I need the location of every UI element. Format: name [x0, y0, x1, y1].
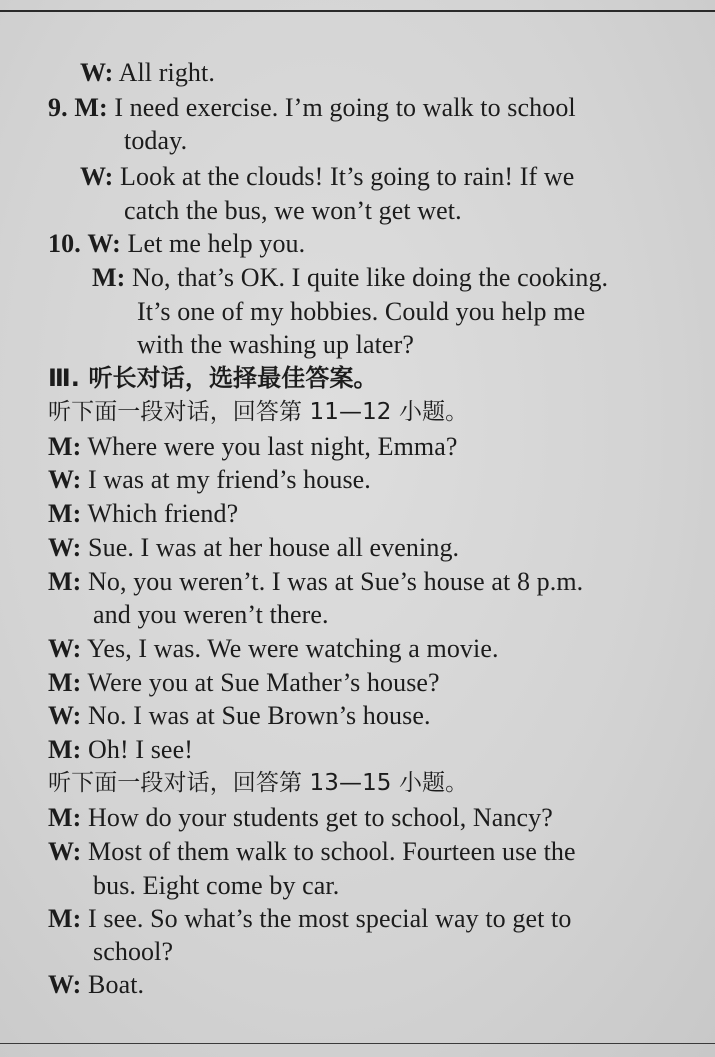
dialogue-line — [48, 430, 458, 463]
line-text: school? — [93, 937, 174, 966]
line-text: bus. Eight come by car. — [93, 871, 340, 900]
dialogue-line — [48, 565, 583, 598]
line-text: I need exercise. I’m going to walk to school — [114, 93, 576, 122]
line-text: I was at my friend’s house. — [88, 465, 371, 494]
line-text: with the washing up later? — [137, 330, 414, 359]
dialogue-line — [48, 968, 144, 1001]
line-text: How do your students get to school, Nancy? — [88, 803, 553, 832]
line-text: catch the bus, we won’t get wet. — [124, 196, 462, 225]
dialogue-line — [48, 666, 440, 699]
section-title: Ⅲ. 听长对话，选择最佳答案。 — [48, 364, 378, 392]
speaker-label: W: — [48, 701, 82, 730]
line-text: No, that’s OK. I quite like doing the cooking. — [132, 263, 609, 292]
line-text: Which friend? — [87, 499, 239, 528]
line-text: Where were you last night, Emma? — [87, 432, 458, 461]
top-rule — [0, 10, 715, 12]
speaker-label: W: — [80, 162, 114, 191]
line-text: Yes, I was. We were watching a movie. — [87, 634, 499, 663]
line-text: Boat. — [88, 970, 145, 999]
speaker-label: M: — [74, 93, 108, 122]
line-text: I see. So what’s the most special way to get to — [88, 904, 572, 933]
speaker-label: M: — [92, 263, 126, 292]
speaker-label: M: — [48, 567, 82, 596]
speaker-label: W: — [48, 465, 82, 494]
dialogue-line — [137, 295, 585, 328]
line-text: today. — [124, 126, 188, 155]
dialogue-line — [93, 598, 329, 631]
dialogue-line — [48, 463, 371, 496]
section-heading — [48, 362, 378, 395]
dialogue-line — [48, 699, 431, 732]
speaker-label: W: — [48, 634, 82, 663]
speaker-label: M: — [48, 904, 82, 933]
speaker-label: M: — [48, 432, 82, 461]
line-text: No, you weren’t. I was at Sue’s house at 8 p.m. — [88, 567, 584, 596]
dialogue-line — [48, 835, 576, 868]
line-text: It’s one of my hobbies. Could you help me — [137, 297, 586, 326]
line-text: Were you at Sue Mather’s house? — [87, 668, 440, 697]
speaker-label: W: — [48, 837, 82, 866]
dialogue-line — [93, 935, 173, 968]
dialogue-line — [48, 531, 459, 564]
dialogue-line — [48, 801, 553, 834]
instruction-line — [48, 396, 468, 429]
bottom-rule — [0, 1043, 715, 1044]
dialogue-line — [48, 733, 193, 766]
line-text: Let me help you. — [127, 229, 306, 258]
dialogue-line — [48, 632, 499, 665]
speaker-label: M: — [48, 668, 82, 697]
dialogue-line — [92, 261, 608, 294]
dialogue-line — [48, 227, 305, 260]
dialogue-line — [80, 56, 215, 89]
dialogue-line — [80, 160, 574, 193]
speaker-label: M: — [48, 735, 82, 764]
line-text: Sue. I was at her house all evening. — [88, 533, 460, 562]
question-number: 10. — [48, 229, 81, 258]
dialogue-line — [137, 328, 414, 361]
question-number: 9. — [48, 93, 68, 122]
dialogue-line — [48, 91, 678, 124]
dialogue-line — [48, 497, 238, 530]
speaker-label: M: — [48, 499, 82, 528]
instruction-text: 听下面一段对话，回答第 11—12 小题。 — [48, 399, 469, 425]
instruction-line — [48, 767, 468, 800]
line-text: Most of them walk to school. Fourteen use the — [88, 837, 576, 866]
speaker-label: W: — [87, 229, 121, 258]
dialogue-line — [48, 902, 571, 935]
instruction-text: 听下面一段对话，回答第 13—15 小题。 — [48, 770, 469, 796]
speaker-label: W: — [80, 58, 114, 87]
dialogue-line — [124, 194, 462, 227]
line-text: Look at the clouds! It’s going to rain! If we — [120, 162, 575, 191]
dialogue-line — [93, 869, 339, 902]
line-text: No. I was at Sue Brown’s house. — [88, 701, 431, 730]
dialogue-line — [124, 124, 187, 157]
line-text: and you weren’t there. — [93, 600, 329, 629]
line-text: Oh! I see! — [88, 735, 193, 764]
speaker-label: W: — [48, 970, 82, 999]
speaker-label: W: — [48, 533, 82, 562]
line-text: All right. — [118, 58, 215, 87]
speaker-label: M: — [48, 803, 82, 832]
